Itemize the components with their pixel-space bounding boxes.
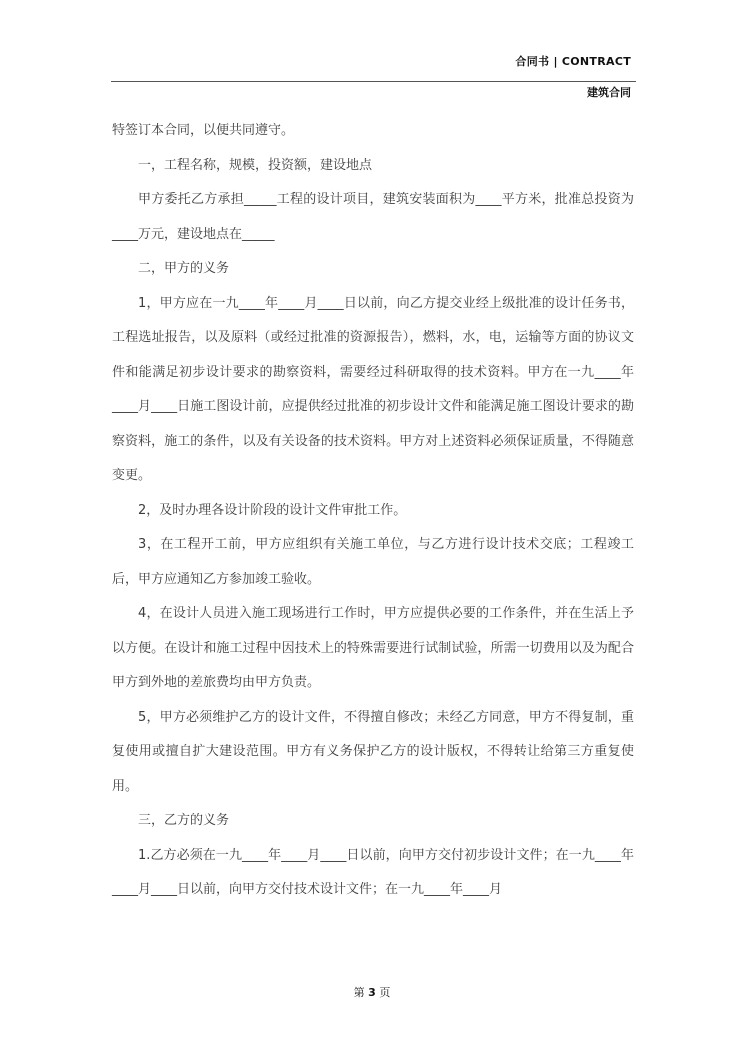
section-heading-3: 三，乙方的义务: [138, 813, 230, 828]
header-subtitle: 建筑合同: [587, 86, 631, 99]
section-heading-1: 一，工程名称，规模，投资额，建设地点: [138, 157, 373, 173]
paragraph-project-info: 甲方委托乙方承担_____工程的设计项目，建筑安装面积为____平方米，批准总投资为____万元，建设地点在_____: [112, 192, 634, 242]
page-footer: [0, 984, 744, 1000]
paragraph-party-a-item-1: 1，甲方应在一九____年____月____日以前，向乙方提交业经上级批准的设计任务书，工程选址报告，以及原料（或经过批准的资源报告），燃料，水，电，运输等方面的协议文件和能满足初步设计要求的勘察资料，需要经过科研取得的技术资料。甲方在一九____年____月____日施工图设计前，应提供经过批准的初步设计文件和能满足施工图设计要求的勘察资料，施工的条件，以及有关设备的技术资料。甲方对上述资料必须保证质量，不得随意变更。: [112, 295, 634, 483]
paragraph-party-a-item-2: 2，及时办理各设计阶段的设计文件审批工作。: [138, 502, 407, 518]
page-label-suffix: 页: [379, 986, 391, 999]
header-divider: [111, 81, 636, 82]
page-label-prefix: 第: [353, 986, 365, 999]
page-number: 3: [368, 986, 376, 999]
paragraph-party-a-item-3: 3，在工程开工前，甲方应组织有关施工单位，与乙方进行设计技术交底；工程竣工后，甲方应通知乙方参加竣工验收。: [112, 537, 634, 587]
section-heading-2: 二，甲方的义务: [138, 261, 230, 276]
paragraph-party-a-item-4: 4，在设计人员进入施工现场进行工作时，甲方应提供必要的工作条件，并在生活上予以方便。在设计和施工过程中因技术上的特殊需要进行试制试验，所需一切费用以及为配合甲方到外地的差旅费均由甲方负责。: [112, 606, 634, 690]
paragraph-party-a-item-5: 5，甲方必须维护乙方的设计文件，不得擅自修改；未经乙方同意，甲方不得复制，重复使用或擅自扩大建设范围。甲方有义务保护乙方的设计版权，不得转让给第三方重复使用。: [112, 709, 634, 794]
document-body: [112, 114, 634, 908]
paragraph-intro: 特签订本合同，以便共同遵守。: [112, 123, 295, 138]
paragraph-party-b-item-1: 1.乙方必须在一九____年____月____日以前，向甲方交付初步设计文件；在一九____年____月____日以前，向甲方交付技术设计文件；在一九____年____月: [112, 847, 634, 897]
header-title: 合同书 | CONTRACT: [515, 55, 631, 68]
